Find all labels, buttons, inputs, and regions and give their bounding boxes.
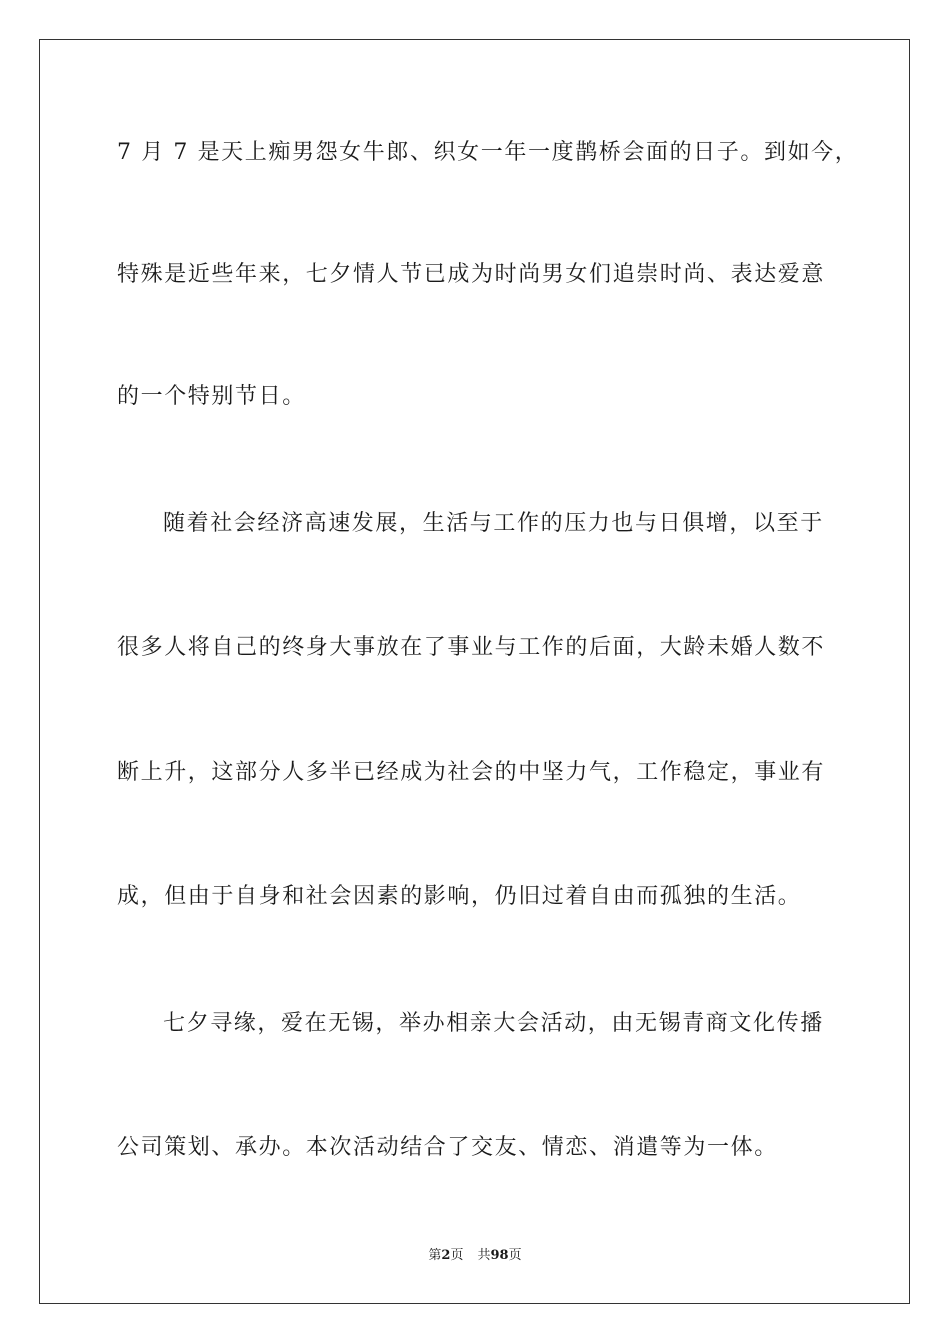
paragraph-line-4: 随着社会经济高速发展，生活与工作的压力也与日俱增，以至于 — [163, 511, 824, 536]
page-footer — [0, 1247, 950, 1265]
paragraph-line-9: 公司策划、承办。本次活动结合了交友、情恋、消遣等为一体。 — [117, 1135, 778, 1160]
page-prefix: 第 — [428, 1248, 442, 1263]
page-number: 2 — [441, 1248, 451, 1263]
paragraph-line-2: 特殊是近些年来，七夕情人节已成为时尚男女们追崇时尚、表达爱意 — [117, 262, 826, 287]
paragraph-line-6: 断上升，这部分人多半已经成为社会的中坚力气，工作稳定，事业有 — [117, 760, 826, 785]
paragraph-line-3: 的一个特别节日。 — [117, 384, 306, 409]
total-prefix: 共 — [477, 1248, 491, 1263]
page-border — [39, 39, 910, 1304]
paragraph-line-7: 成，但由于自身和社会因素的影响，仍旧过着自由而孤独的生活。 — [117, 884, 802, 909]
page-suffix: 页 — [450, 1248, 464, 1263]
paragraph-line-1: 7 月 7 是天上痴男怨女牛郎、织女一年一度鹊桥会面的日子。到如今， — [117, 140, 859, 165]
total-pages: 98 — [490, 1248, 509, 1263]
paragraph-line-8: 七夕寻缘，爱在无锡，举办相亲大会活动，由无锡青商文化传播 — [163, 1011, 824, 1036]
paragraph-line-5: 很多人将自己的终身大事放在了事业与工作的后面，大龄未婚人数不 — [117, 635, 826, 660]
total-suffix: 页 — [508, 1248, 522, 1263]
